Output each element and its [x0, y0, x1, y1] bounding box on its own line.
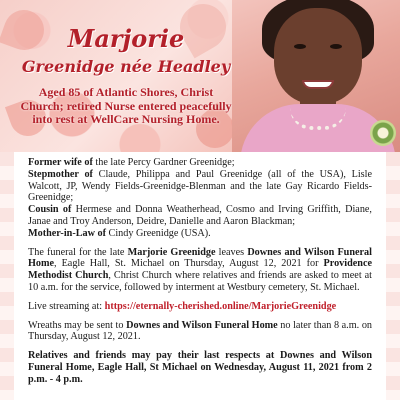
corsage-icon	[370, 120, 396, 146]
livestream-link[interactable]: https://eternally-cherished.online/MarjorieGreenidge	[104, 300, 337, 312]
obituary-tagline: Aged 85 of Atlantic Shores, Christ Church; retired Nurse entered peacefully into rest at WellCare Nursing Home.	[20, 85, 232, 126]
floral-header	[0, 0, 400, 152]
obituary-body	[0, 152, 400, 400]
livestream-paragraph: Live streaming at: https://eternally-cherished.online/MarjorieGreenidge	[28, 300, 337, 312]
funeral-paragraph: The funeral for the late Marjorie Greenidge leaves Downes and Wilson Funeral Home, Eagle Hall, St. Michael on Thursday, August 12, 2021 for Providence Methodist Church, Christ Church where relatives and friends are asked to meet at 10 a.m. for the service, followed by interment at Westbury cemetery, St. Michael.	[28, 246, 373, 293]
deceased-first-name: Marjorie	[67, 24, 185, 53]
relation-line: Cousin of Hermese and Donna Weatherhead, Cosmo and Irving Griffith, Diane, Janae and Troy Anderson, Deidre, Danielle and Aaron Blackman;	[28, 204, 372, 227]
portrait-photo	[232, 0, 400, 152]
relations-block	[28, 157, 372, 240]
wreaths-paragraph: Wreaths may be sent to Downes and Wilson Funeral Home no later than 8 a.m. on Thursday, August 12, 2021.	[28, 319, 373, 343]
relation-line: Stepmother of Claude, Philippa and Paul Greenidge (all of the USA), Lisle Walcott, JP, Wendy Fields-Greenidge-Blenman and the late Gay Ricardo Fields-Greenidge;	[28, 168, 372, 204]
relation-line: Former wife of the late Percy Gardner Greenidge;	[28, 157, 235, 168]
respects-paragraph: Relatives and friends may pay their last respects at Downes and Wilson Funeral Home, Eagle Hall, St Michael on Wednesday, August 11, 2021 from 2 p.m. - 4 p.m.	[28, 350, 372, 385]
relation-line: Mother-in-Law of Cindy Greenidge (USA).	[28, 227, 211, 239]
deceased-surname: Greenidge née Headley	[21, 57, 231, 76]
